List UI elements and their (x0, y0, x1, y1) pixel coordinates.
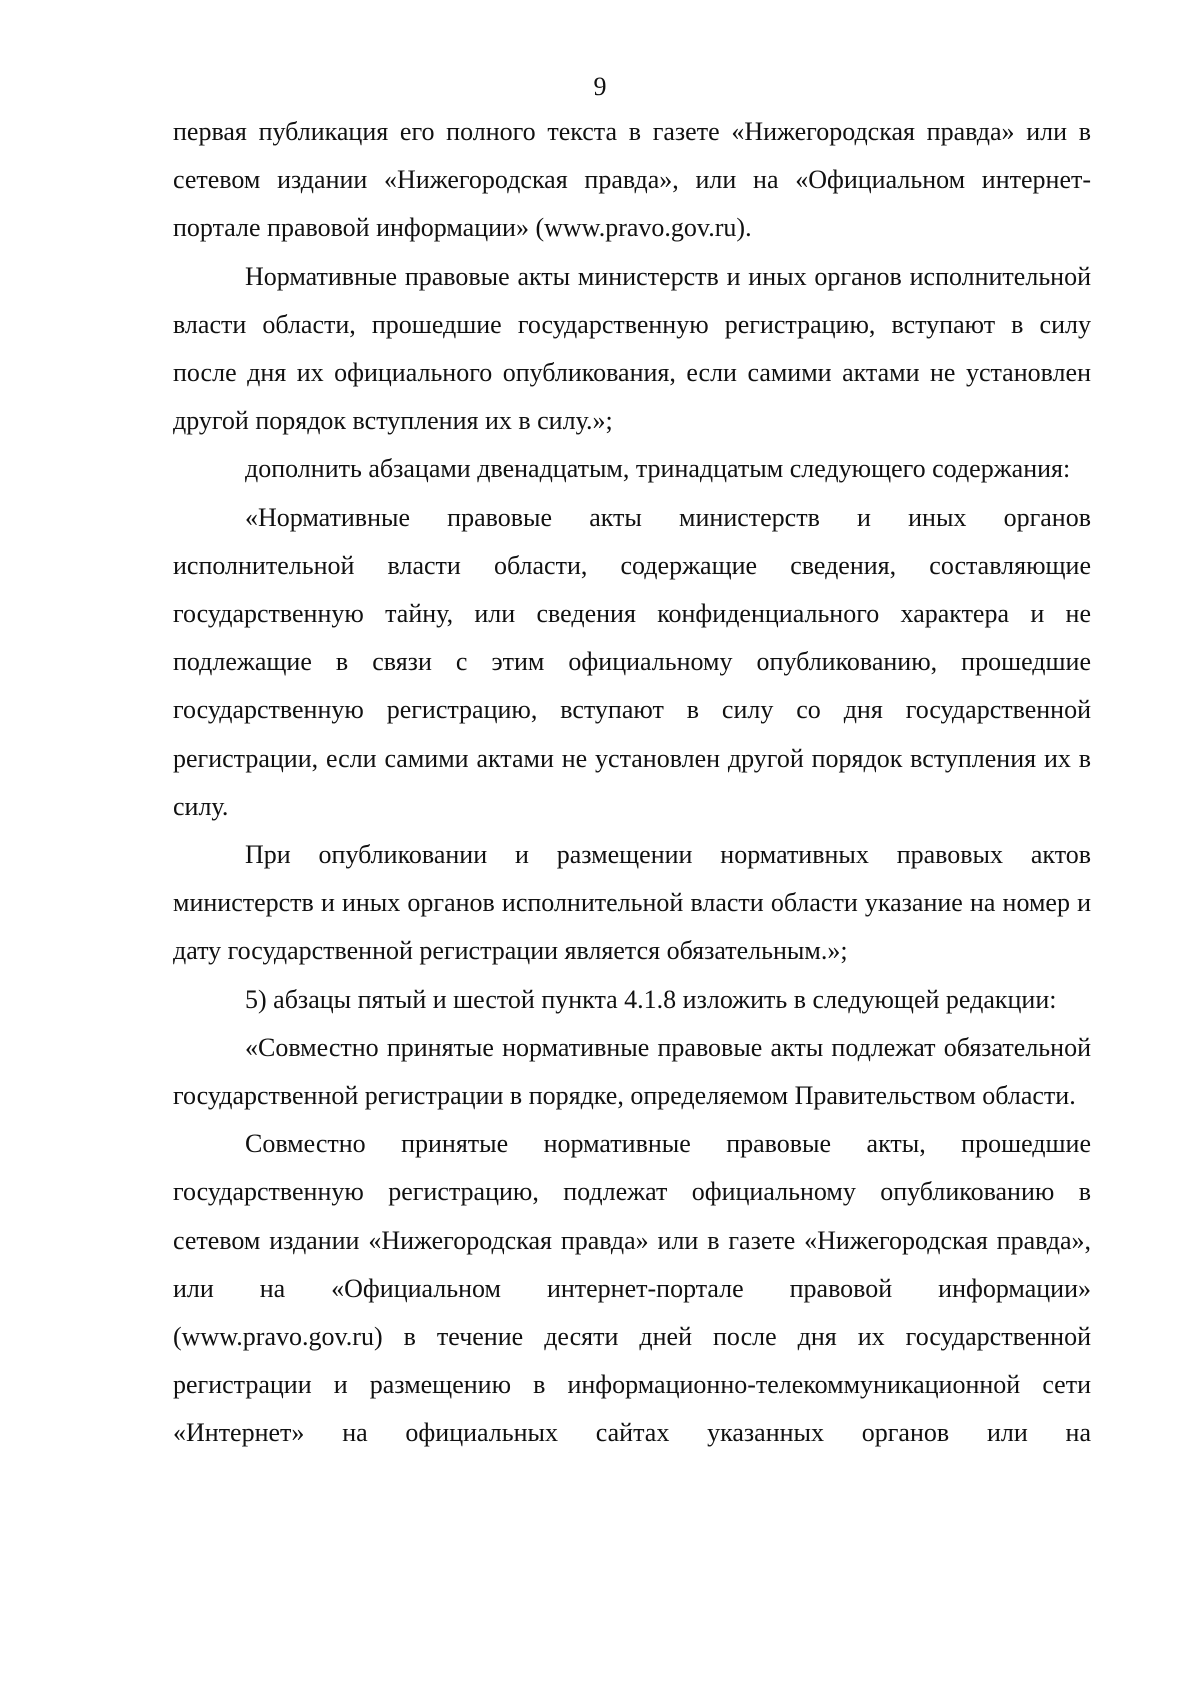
paragraph-joint-acts-publication: Совместно принятые нормативные правовые акты, прошедшие государственную регистрацию, подлежат официальному опубликованию в сетевом издании «Нижегородская правда» или в газете «Нижегородская правда», или на «Официальном интернет-портале правовой информации» (www.pravo.gov.ru) в течение десяти дней после дня их государственной регистрации и размещению в информационно-телекоммуникационной сети «Интернет» на официальных сайтах указанных органов или на (173, 1129, 1091, 1448)
paragraph-item-5: 5) абзацы пятый и шестой пункта 4.1.8 изложить в следующей редакции: (245, 984, 1057, 1014)
document-body (173, 108, 1091, 1458)
paragraph-registration-number-requirement: При опубликовании и размещении нормативных правовых актов министерств и иных органов исполнительной власти области указание на номер и дату государственной регистрации является обязательным.»; (173, 840, 1091, 966)
paragraph-continuation: первая публикация его полного текста в газете «Нижегородская правда» или в сетевом издании «Нижегородская правда», или на «Официальном интернет-портале правовой информации» (www.pravo.gov.ru). (173, 117, 1091, 243)
paragraph-amendment-instruction: дополнить абзацами двенадцатым, тринадцатым следующего содержания: (245, 454, 1071, 484)
paragraph-secret-acts: «Нормативные правовые акты министерств и иных органов исполнительной власти области, содержащие сведения, составляющие государственную тайну, или сведения конфиденциального характера и не подлежащие в связи с этим официальному опубликованию, прошедшие государственную регистрацию, вступают в силу со дня государственной регистрации, если самими актами не установлен другой порядок вступления их в силу. (173, 502, 1091, 821)
paragraph-joint-acts-registration: «Совместно принятые нормативные правовые акты подлежат обязательной государственной регистрации в порядке, определяемом Правительством области. (173, 1032, 1091, 1111)
page-number: 9 (593, 72, 607, 101)
paragraph-normative-acts-entry-into-force: Нормативные правовые акты министерств и иных органов исполнительной власти области, прошедшие государственную регистрацию, вступают в силу после дня их официального опубликования, если самими актами не установлен другой порядок вступления их в силу.»; (173, 261, 1091, 436)
